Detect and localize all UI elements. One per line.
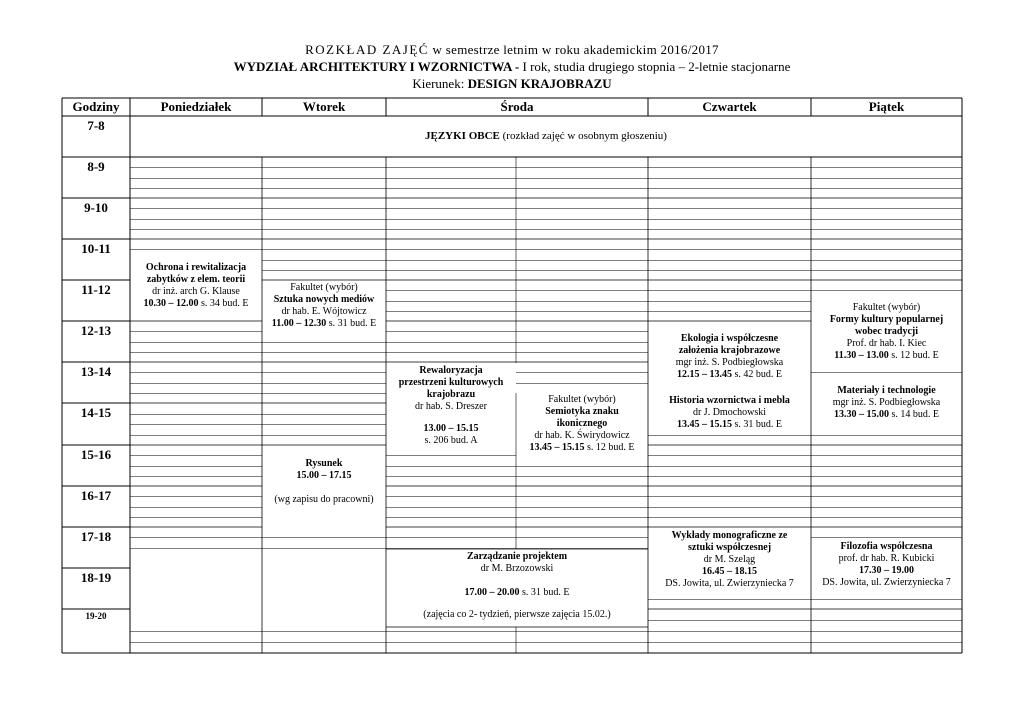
- event-title: krajobrazu: [426, 389, 476, 400]
- event-time: 13.00 – 15.15: [423, 423, 479, 434]
- hour-label: 7-8: [87, 118, 105, 133]
- event-room: s. 42 bud. E: [732, 369, 782, 380]
- event-semiotyka: [517, 394, 647, 457]
- event-teacher: mgr inż. S. Podbiegłowska: [832, 397, 941, 408]
- hour-label: 18-19: [80, 570, 112, 585]
- event-time: 11.30 – 13.00: [834, 350, 889, 361]
- event-filozofia: [812, 541, 961, 591]
- event-teacher: dr inż. arch G. Klause: [152, 286, 240, 297]
- col-header-thursday: Czwartek: [702, 99, 757, 114]
- event-sztuka-nowych-mediow: [263, 282, 385, 332]
- hour-label: 8-9: [87, 159, 105, 174]
- event-teacher: dr M. Szeląg: [703, 554, 756, 565]
- event-title: zabytków z elem. teorii: [146, 274, 246, 285]
- event-time: 12.15 – 13.45: [677, 369, 732, 380]
- hour-label: 13-14: [80, 364, 112, 379]
- event-wyklady: [649, 530, 810, 592]
- event-rysunek: [263, 448, 385, 528]
- hour-label: 19-20: [85, 611, 107, 621]
- study-info: I rok, studia drugiego stopnia – 2-letnie stacjonarne: [519, 59, 791, 74]
- languages-note-text: (rozkład zajęć w osobnym głoszeniu): [499, 130, 667, 142]
- event-rewaloryzacja: [387, 365, 515, 447]
- event-room: s. 31 bud. E: [732, 419, 782, 430]
- event-room: s. 12 bud. E: [888, 350, 939, 361]
- event-teacher: dr J. Dmochowski: [692, 407, 767, 418]
- event-time: 15.00 – 17.15: [296, 470, 352, 481]
- col-header-hours: Godziny: [72, 99, 120, 114]
- event-formy-kultury: [812, 302, 961, 364]
- event-time: 17.00 – 20.00: [464, 587, 520, 598]
- event-time: 11.00 – 12.30: [271, 318, 327, 329]
- event-faculty: Fakultet (wybór): [290, 282, 358, 293]
- field-label: Kierunek:: [412, 76, 468, 91]
- event-title: Historia wzornictwa i mebla: [669, 395, 790, 406]
- languages-title: JĘZYKI OBCE: [425, 130, 500, 142]
- event-room: s. 34 bud. E: [198, 298, 249, 309]
- event-place: DS. Jowita, ul. Zwierzyniecka 7: [822, 577, 951, 588]
- event-title: Sztuka nowych mediów: [273, 294, 375, 305]
- col-header-monday: Poniedziałek: [160, 99, 232, 114]
- event-room: s. 31 bud. E: [519, 587, 570, 598]
- event-room: s. 12 bud. E: [584, 442, 635, 453]
- event-materialy: [812, 385, 961, 425]
- event-ekologia: [649, 333, 810, 385]
- event-faculty: Fakultet (wybór): [548, 394, 616, 405]
- event-time: 13.45 – 15.15: [529, 442, 585, 453]
- col-header-tuesday: Wtorek: [302, 99, 346, 114]
- event-title: Zarządzanie projektem: [466, 551, 568, 562]
- event-teacher: Prof. dr hab. I. Kiec: [846, 338, 927, 349]
- event-faculty: Fakultet (wybór): [852, 302, 921, 313]
- event-title: Rysunek: [305, 458, 343, 469]
- event-note: (wg zapisu do pracowni): [274, 494, 374, 505]
- field-name: DESIGN KRAJOBRAZU: [467, 76, 612, 91]
- col-header-friday: Piątek: [868, 99, 905, 114]
- faculty-name: WYDZIAŁ ARCHITEKTURY I WZORNICTWA -: [233, 59, 520, 74]
- event-title: ikonicznego: [556, 418, 608, 429]
- event-title: przestrzeni kulturowych: [398, 377, 504, 388]
- event-teacher: dr hab. K. Świrydowicz: [534, 430, 630, 441]
- event-time: 10.30 – 12.00: [143, 298, 199, 309]
- col-header-wednesday: Środa: [500, 99, 534, 114]
- hour-label: 12-13: [80, 323, 112, 338]
- event-room: s. 206 bud. A: [424, 435, 478, 446]
- event-title: Materiały i technologie: [837, 385, 936, 396]
- event-title: Semiotyka znaku: [545, 406, 619, 417]
- event-teacher: dr hab. S. Dreszer: [415, 401, 487, 412]
- event-time: 16.45 – 18.15: [702, 566, 757, 577]
- hour-label: 11-12: [81, 282, 111, 297]
- event-title: Ochrona i rewitalizacja: [145, 262, 247, 273]
- event-note: (zajęcia co 2- tydzień, pierwsze zajęcia 15.02.): [423, 609, 611, 620]
- hour-label: 9-10: [84, 200, 108, 215]
- event-title: Ekologia i współczesne: [680, 333, 779, 344]
- hour-label: 10-11: [81, 241, 111, 256]
- hour-label: 14-15: [80, 405, 112, 420]
- hour-label: 17-18: [80, 529, 112, 544]
- event-teacher: mgr inż. S. Podbiegłowska: [675, 357, 784, 368]
- hour-label: 15-16: [80, 447, 112, 462]
- event-teacher: dr M. Brzozowski: [480, 563, 554, 574]
- event-title: Filozofia współczesna: [840, 541, 933, 552]
- event-room: s. 14 bud. E: [889, 409, 939, 420]
- event-title: wobec tradycji: [854, 326, 919, 337]
- event-time: 13.45 – 15.15: [677, 419, 732, 430]
- event-time: 13.30 – 15.00: [834, 409, 889, 420]
- hour-label: 16-17: [80, 488, 112, 503]
- event-zarzadzanie: [387, 551, 647, 625]
- event-teacher: prof. dr hab. R. Kubicki: [838, 553, 935, 564]
- event-title: Rewaloryzacja: [419, 365, 483, 376]
- event-place: DS. Jowita, ul. Zwierzyniecka 7: [665, 578, 794, 589]
- event-ochrona: [131, 262, 261, 312]
- event-title: sztuki współczesnej: [687, 542, 772, 553]
- event-historia: [649, 395, 810, 435]
- title-spaced: ROZKŁAD ZAJĘĆ: [305, 42, 429, 57]
- languages-note: [131, 130, 961, 142]
- event-teacher: dr hab. E. Wójtowicz: [281, 306, 367, 317]
- event-title: Formy kultury popularnej: [829, 314, 944, 325]
- event-room: s. 31 bud. E: [326, 318, 377, 329]
- event-title: Wykłady monograficzne ze: [671, 530, 788, 541]
- event-title: założenia krajobrazowe: [678, 345, 781, 356]
- event-time: 17.30 – 19.00: [859, 565, 914, 576]
- title-rest: w semestrze letnim w roku akademickim 2016/2017: [428, 42, 719, 57]
